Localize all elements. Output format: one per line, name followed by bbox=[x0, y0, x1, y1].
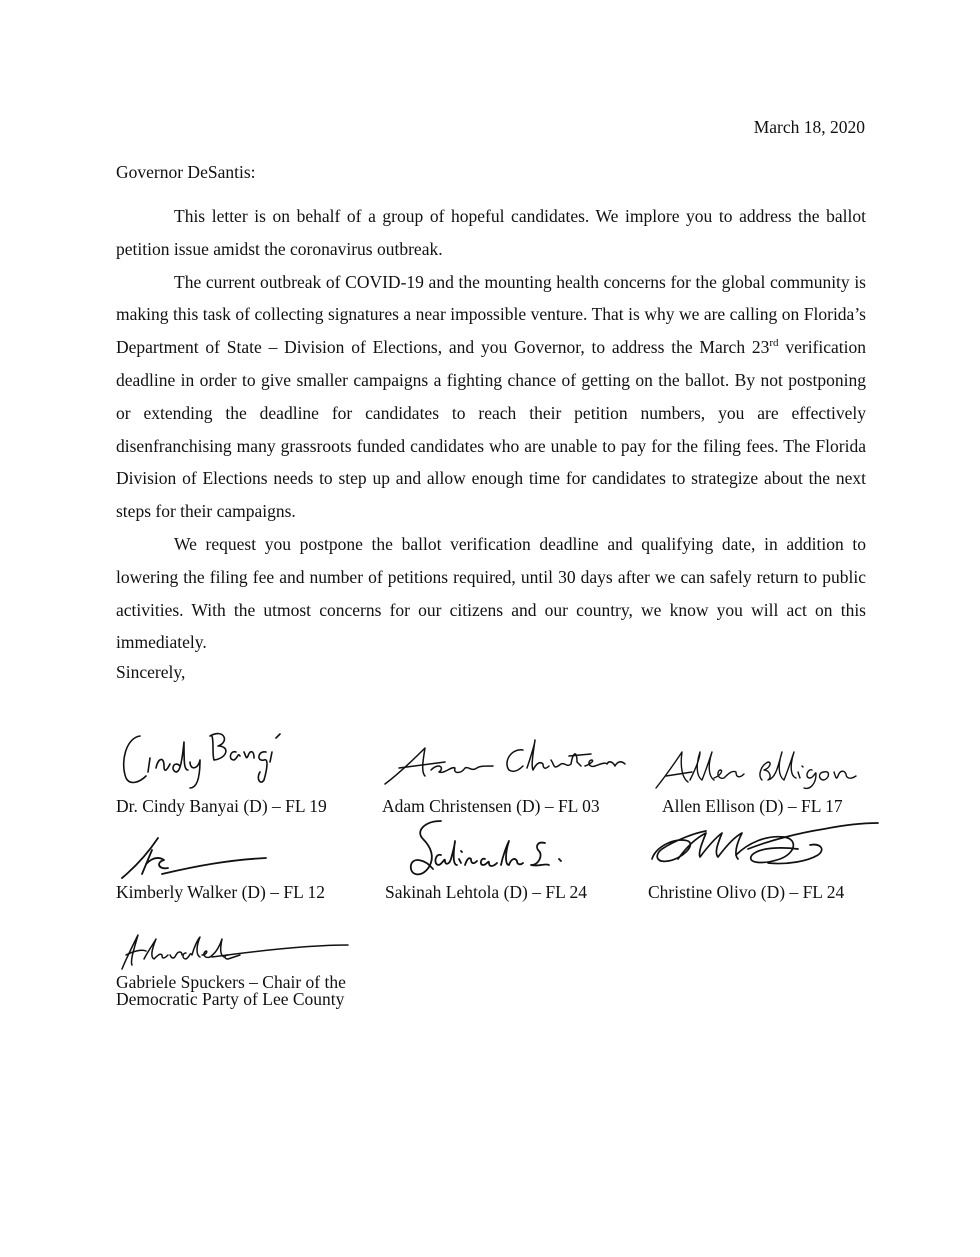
letter-body bbox=[116, 200, 866, 659]
signatory-name-christensen: Adam Christensen (D) – FL 03 bbox=[382, 796, 600, 816]
closing: Sincerely, bbox=[116, 662, 186, 682]
signatory-name-lehtola: Sakinah Lehtola (D) – FL 24 bbox=[385, 882, 588, 902]
signatory-name-walker: Kimberly Walker (D) – FL 12 bbox=[116, 882, 326, 902]
handwritten-signature-olivo bbox=[648, 815, 880, 885]
letter-date: March 18, 2020 bbox=[753, 117, 865, 137]
signatory-name-banyai: Dr. Cindy Banyai (D) – FL 19 bbox=[116, 796, 327, 816]
signature-block-ellison bbox=[648, 722, 888, 822]
signature-block-olivo bbox=[648, 815, 888, 915]
handwritten-signature-banyai bbox=[118, 722, 318, 792]
signatory-name-spuckers-line1: Gabriele Spuckers – Chair of the bbox=[116, 972, 346, 992]
paragraph-3: We request you postpone the ballot verification deadline and qualifying date, in addition to lowering the filing fee and number of petitions required, until 30 days after we can safely return to public activities. With the utmost concerns for our citizens and our country, we know you will act on this immediately. bbox=[116, 533, 866, 653]
ordinal-suffix: rd bbox=[769, 337, 779, 350]
handwritten-signature-christensen bbox=[381, 722, 631, 792]
signature-block-spuckers bbox=[116, 925, 396, 1015]
signatory-name-spuckers-line2: Democratic Party of Lee County bbox=[116, 989, 345, 1009]
paragraph-2 bbox=[116, 266, 866, 528]
handwritten-signature-lehtola bbox=[405, 815, 585, 887]
paragraph-1: This letter is on behalf of a group of hopeful candidates. We implore you to address the ballot petition issue amidst the coronavirus outbreak. bbox=[116, 206, 866, 259]
handwritten-signature-walker bbox=[116, 822, 276, 882]
signature-block-banyai bbox=[116, 722, 376, 822]
paragraph-2-part-1: The current outbreak of COVID-19 and the mounting health concerns for the global community is making this task of collecting signatures a near impossible venture. That is why we are calling on Florida’s Department of State – Division of Elections, and you Governor, to address the March 23 bbox=[116, 271, 866, 358]
signature-block-walker bbox=[116, 822, 376, 912]
handwritten-signature-spuckers bbox=[116, 925, 356, 973]
signatory-name-olivo: Christine Olivo (D) – FL 24 bbox=[648, 882, 845, 902]
signatory-name-ellison: Allen Ellison (D) – FL 17 bbox=[662, 796, 843, 816]
handwritten-signature-ellison bbox=[652, 722, 882, 792]
signature-block-lehtola bbox=[385, 815, 635, 915]
paragraph-2-part-2: verification deadline in order to give smaller campaigns a fighting chance of getting on the ballot. By not postponing or extending the deadline for candidates to reach their petition numbers, you are effectively disenfranchising many grassroots funded candidates who are unable to pay for the filing fees. The Florida Division of Elections needs to step up and allow enough time for candidates to strategize about the next steps for their campaigns. bbox=[116, 337, 867, 522]
signature-block-christensen bbox=[381, 722, 651, 822]
salutation: Governor DeSantis: bbox=[116, 162, 256, 182]
